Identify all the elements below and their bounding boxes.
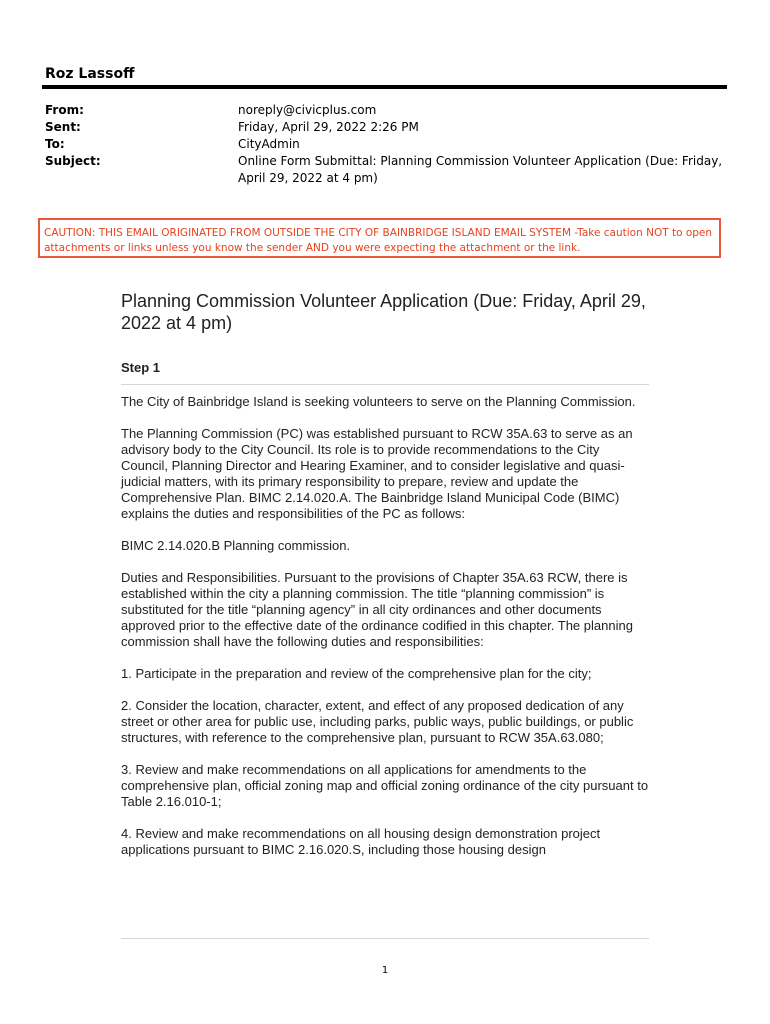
sender-name: Roz Lassoff <box>45 66 135 82</box>
header-row-from <box>45 102 725 119</box>
header-row-subject <box>45 153 725 187</box>
sent-value: Friday, April 29, 2022 2:26 PM <box>238 120 419 134</box>
to-label: To: <box>45 137 65 151</box>
intro-paragraph: The City of Bainbridge Island is seeking volunteers to serve on the Planning Commission. <box>121 394 636 409</box>
duty-item-3: 3. Review and make recommendations on all applications for amendments to the comprehensive plan, official zoning map and official zoning ordinance of the city pursuant to Table 2.16.010-1; <box>121 762 649 809</box>
header-row-sent <box>45 119 725 136</box>
duty-item-4: 4. Review and make recommendations on all housing design demonstration project applications pursuant to BIMC 2.16.020.S, including those housing design <box>121 826 601 857</box>
from-value: noreply@civicplus.com <box>238 103 377 117</box>
bimc-heading-paragraph: BIMC 2.14.020.B Planning commission. <box>121 538 351 553</box>
subject-value: Online Form Submittal: Planning Commission Volunteer Application (Due: Friday, April 29, 2022 at 4 pm) <box>238 154 723 185</box>
step-title: Step 1 <box>121 360 161 375</box>
step-divider <box>121 384 649 385</box>
form-content <box>121 290 649 874</box>
duty-item-1: 1. Participate in the preparation and review of the comprehensive plan for the city; <box>121 666 592 681</box>
sent-label: Sent: <box>45 120 81 134</box>
header-row-to <box>45 136 725 153</box>
from-label: From: <box>45 103 84 117</box>
to-value: CityAdmin <box>238 137 300 151</box>
content-bottom-divider <box>121 938 649 939</box>
subject-label: Subject: <box>45 154 101 168</box>
duty-item-2: 2. Consider the location, character, extent, and effect of any proposed dedication of any street or other area for public use, including parks, public ways, public buildings, or public structures, with reference to the comprehensive plan, pursuant to RCW 35A.63.080; <box>121 698 634 745</box>
page-number: 1 <box>381 965 389 976</box>
form-title: Planning Commission Volunteer Application (Due: Friday, April 29, 2022 at 4 pm) <box>121 291 646 333</box>
sender-divider <box>42 85 727 89</box>
pc-description-paragraph: The Planning Commission (PC) was established pursuant to RCW 35A.63 to serve as an advisory body to the City Council. Its role is to provide recommendations to the City Council, Planning Director and Hearing Examiner, and to consider legislative and quasi-judicial matters, with its primary responsibility to prepare, review and update the Comprehensive Plan. BIMC 2.14.020.A. The Bainbridge Island Municipal Code (BIMC) explains the duties and responsibilities of the PC as follows: <box>121 426 633 521</box>
caution-banner: CAUTION: THIS EMAIL ORIGINATED FROM OUTSIDE THE CITY OF BAINBRIDGE ISLAND EMAIL SYSTEM -Take caution NOT to open attachments or links unless you know the sender AND you were expecting the attachment or the link. <box>38 218 721 258</box>
duties-paragraph: Duties and Responsibilities. Pursuant to the provisions of Chapter 35A.63 RCW, there is established within the city a planning commission. The title “planning commission” is substituted for the title “planning agency” in all city ordinances and other documents approved prior to the effective date of the ordinance codified in this chapter. The planning commission shall have the following duties and responsibilities: <box>121 570 633 649</box>
email-headers <box>45 102 725 187</box>
